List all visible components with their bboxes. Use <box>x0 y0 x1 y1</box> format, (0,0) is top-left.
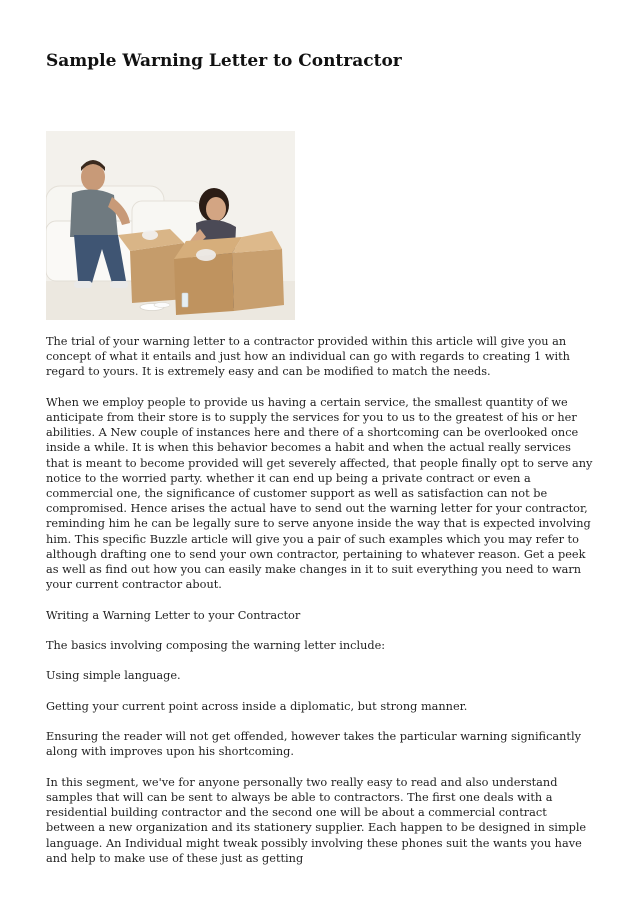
section-heading-writing: Writing a Warning Letter to your Contractor <box>46 608 301 622</box>
paragraph-simple-language: Using simple language. <box>46 669 181 683</box>
paragraph-point-across: Getting your current point across inside a diplomatic, but strong manner. <box>46 699 468 713</box>
paragraph-segment: In this segment, we've for anyone personally two really easy to read and also understand samples that will can be sent to always be able to contractors. The first one deals with a residential building contractor and the second one will be about a commercial contract between a new organization and its stationery supplier. Each happen to be designed in simple language. An Individual might tweak possibly involving these phones suit the wants you have and help to make use of these just as getting <box>46 775 587 865</box>
paragraph-intro: The trial of your warning letter to a contractor provided within this article will give you an concept of what it entails and just how an individual can go with regards to creating 1 with regard to yours. It is extremely easy and can be modified to match the needs. <box>46 335 570 379</box>
paragraph-basics: The basics involving composing the warning letter include: <box>46 639 386 653</box>
article-body <box>46 334 594 881</box>
page-title: Sample Warning Letter to Contractor <box>46 51 402 71</box>
couple-unpacking-boxes-photo <box>46 131 295 320</box>
paragraph-ensuring: Ensuring the reader will not get offended, however takes the particular warning significantly along with improves upon his shortcoming. <box>46 730 581 759</box>
paragraph-main: When we employ people to provide us having a certain service, the smallest quantity of we anticipate from their store is to supply the services for you to us to the greatest of his or her abilities. A New couple of instances here and there of a shortcoming can be overlooked once inside a while. It is when this behavior becomes a habit and when the actual really services that is meant to become provided will get severely affected, that people finally opt to serve any notice to the worried party. whether it can end up being a private contract or even a commercial one, the significance of customer support as well as satisfaction can not be compromised. Hence arises the actual have to send out the warning letter for your contractor, reminding him he can be legally sure to serve anyone inside the way that is expected involving him. This specific Buzzle article will give you a pair of such examples which you may refer to although drafting one to send your own contractor, pertaining to whatever reason. Get a peek as well as find out how you can easily make changes in it to suit everything you need to warn your current contractor about. <box>46 395 593 592</box>
